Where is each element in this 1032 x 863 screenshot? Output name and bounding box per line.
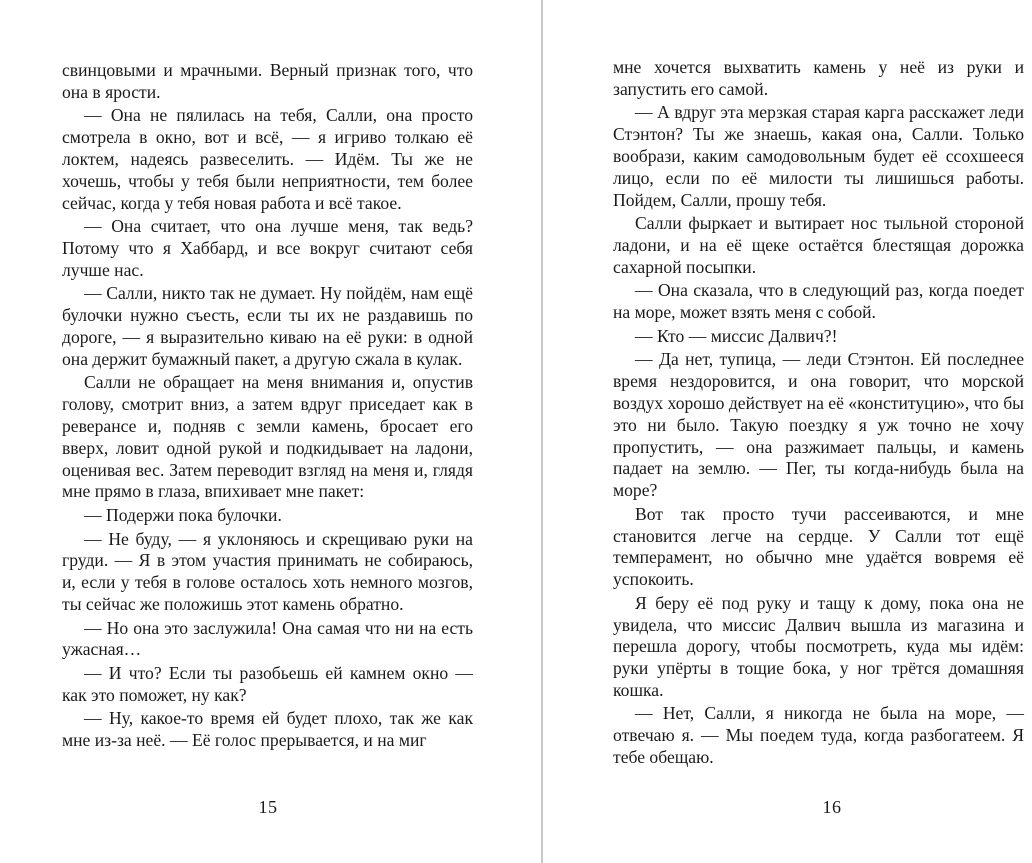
paragraph: Салли фыркает и вытирает нос тыльной стороной ладони, и на её щеке остаётся блестящая дорожка сахарной посыпки. <box>613 213 1024 277</box>
paragraph: — А вдруг эта мерзкая старая карга расскажет леди Стэнтон? Ты же знаешь, какая она, Салли. Только вообрази, каким самодовольным будет её ссохшееся лицо, если по её милости ты лишишься работы. Пойдем, Салли, прошу тебя. <box>613 102 1024 210</box>
paragraph: — Ну, какое-то время ей будет плохо, так же как мне из-за неё. — Её голос прерывается, и на миг <box>62 708 473 751</box>
paragraph: Вот так просто тучи рассеиваются, и мне становится легче на сердце. У Салли тот ещё темперамент, но обычно мне удаётся вовремя её успокоить. <box>613 503 1024 590</box>
paragraph: — Она не пялилась на тебя, Салли, она просто смотрела в окно, вот и всё, — я игриво толкаю её локтем, надеясь развеселить. — Идём. Ты же не хочешь, чтобы у тебя были неприятности, тем более сейчас, когда у тебя новая работа и всё такое. <box>62 105 473 213</box>
paragraph: — Кто — миссис Далвич?! <box>635 325 838 346</box>
left-page-text <box>62 60 473 754</box>
paragraph: — Она сказала, что в следующий раз, когда поедет на море, может взять меня с собой. <box>613 280 1024 323</box>
paragraph: — Не буду, — я уклоняюсь и скрещиваю руки на груди. — Я в этом участия принимать не собираюсь, и, если у тебя в голове осталось хоть немного мозгов, ты сейчас же положишь этот камень обратно. <box>62 528 473 614</box>
paragraph: — Она считает, что она лучше меня, так ведь? Потому что я Хаббард, и все вокруг считают себя лучше нас. <box>62 216 473 280</box>
page-number-right: 16 <box>822 797 842 817</box>
page-number-left: 15 <box>258 797 278 817</box>
paragraph: — И что? Если ты разобьешь ей камнем окно — как это поможет, ну как? <box>62 662 473 705</box>
paragraph: — Нет, Салли, я никогда не была на море, — отвечаю я. — Мы поедем туда, когда разбогатеем. Я тебе обещаю. <box>613 703 1024 768</box>
paragraph: Салли не обращает на меня внимания и, опустив голову, смотрит вниз, а затем вдруг приседает как в реверансе и, подняв с земли камень, бросает его вверх, ловит одной рукой и подкидывает на ладони, оценивая вес. Затем переводит взгляд на меня и, глядя мне прямо в глаза, впихивает мне пакет: <box>62 372 473 502</box>
paragraph: — Салли, никто так не думает. Ну пойдём, нам ещё булочки нужно съесть, если ты их не раздавишь по дороге, — я выразительно киваю на её руки: в одной она держит бумажный пакет, а другую сжала в кулак. <box>62 283 473 369</box>
paragraph: мне хочется выхватить камень у неё из руки и запустить его самой. <box>613 57 1024 99</box>
paragraph: — Но она это заслужила! Она самая что ни на есть ужасная… <box>62 617 473 660</box>
right-page <box>543 0 1032 863</box>
paragraph: — Да нет, тупица, — леди Стэнтон. Ей последнее время нездоровится, и она говорит, что морской воздух хорошо действует на её «конституцию», что бы это ни было. Такую поездку я уж точно не хочу пропустить, — она разжимает пальцы, и камень падает на землю. — Пег, ты когда-нибудь была на море? <box>613 349 1024 501</box>
right-page-text <box>613 57 1024 771</box>
paragraph: — Подержи пока булочки. <box>84 504 282 525</box>
paragraph: Я беру её под руку и тащу к дому, пока она не увидела, что миссис Далвич вышла из магазина и перешла дорогу, чтобы посмотреть, куда мы идём: руки упёрты в тощие бока, у ног трётся домашняя кошка. <box>613 592 1024 700</box>
paragraph: свинцовыми и мрачными. Верный признак того, что она в ярости. <box>62 60 473 102</box>
